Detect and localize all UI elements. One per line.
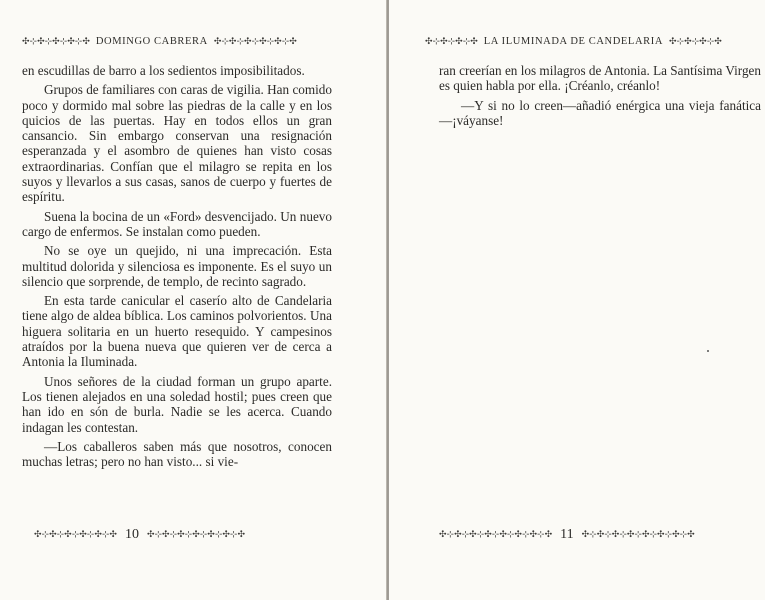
right-footer [439, 527, 695, 543]
header-ornament-left: ✣⊹✣⊹✣⊹✣⊹✣ [22, 36, 90, 47]
left-running-header [22, 36, 297, 47]
left-footer [34, 527, 245, 543]
paragraph: —Los caballeros saben más que nosotros, conocen muchas letras; pero no han visto... si vie- [22, 438, 332, 470]
footer-ornament-right: ✣⊹✣⊹✣⊹✣⊹✣⊹✣⊹✣ [146, 530, 245, 540]
footer-ornament-left: ✣⊹✣⊹✣⊹✣⊹✣⊹✣ [34, 530, 117, 540]
paragraph: en escudillas de barro a los sedientos imposibilitados. [22, 63, 305, 78]
author-header: DOMINGO CABRERA [95, 36, 208, 47]
right-body-text [439, 63, 761, 132]
paragraph: No se oye un quejido, ni una imprecación. Esta multitud dolorida y silenciosa es imponente. Es el suyo un silencio que sorprende, de templo, de recinto sagrado. [22, 243, 332, 289]
right-page [389, 0, 765, 600]
right-running-header [425, 36, 722, 47]
footer-ornament-right: ✣⊹✣⊹✣⊹✣⊹✣⊹✣⊹✣⊹✣ [581, 530, 695, 540]
paragraph: Unos señores de la ciudad forman un grupo aparte. Los tienen alejados en una soledad hostil; pues creen que han ido en són de burla. Nadie se les acerca. Cuando indagan les contestan. [22, 373, 332, 435]
left-body-text [22, 63, 332, 473]
page-number: 11 [560, 527, 574, 542]
paragraph: Grupos de familiares con caras de vigilia. Han comido poco y dormido mal sobre las piedras de la calle y en los quicios de las puertas. Hay en todos ellos un gran cansancio. Sin embargo conservan una resignación esperanzada y el asombro de quienes han visto cosas extraordinarias. Confían que el milagro se repita en los suyos y llevarlos a sus casas, sanos de cuerpo y fuertes de espíritu. [22, 82, 332, 205]
paragraph: Suena la bocina de un «Ford» desvencijado. Un nuevo cargo de enfermos. Se instalan como pueden. [22, 208, 332, 239]
header-ornament-left: ✣⊹✣⊹✣⊹✣ [425, 36, 478, 47]
header-ornament-right: ✣⊹✣⊹✣⊹✣ [669, 36, 722, 47]
paragraph: ran creerían en los milagros de Antonia. La Santísima Virgen es quien habla por ella. ¡Créanlo, créanlo! [439, 63, 761, 94]
page-number: 10 [124, 527, 139, 542]
paragraph: En esta tarde canicular el caserío alto de Candelaria tiene algo de aldea bíblica. Los caminos polvorientos. Una higuera solitaria en un huerto resequido. Y campesinos atraídos por la buena nueva que quieren ver de cerca a Antonia la Iluminada. [22, 293, 332, 370]
title-header: LA ILUMINADA DE CANDELARIA [483, 36, 664, 47]
paragraph: —Y si no lo creen—añadió enérgica una vieja fanática—¡váyanse! [439, 97, 761, 128]
footer-ornament-left: ✣⊹✣⊹✣⊹✣⊹✣⊹✣⊹✣⊹✣ [439, 530, 553, 540]
header-ornament-right: ✣⊹✣⊹✣⊹✣⊹✣⊹✣ [213, 36, 297, 47]
paper-speck [707, 350, 709, 352]
